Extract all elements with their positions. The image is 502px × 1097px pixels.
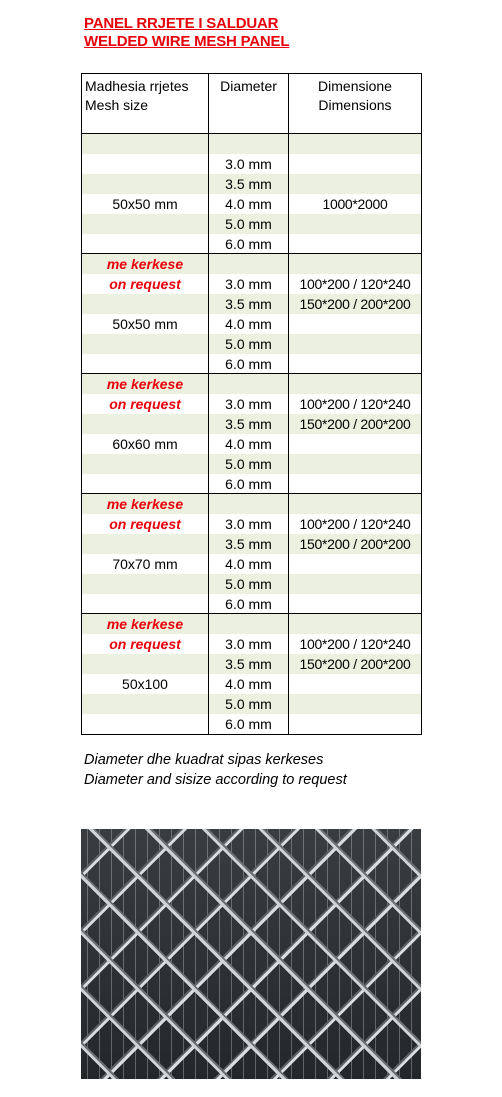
empty-cell [289,554,421,574]
request-label-albanian: me kerkese [82,254,209,274]
table-row [82,634,421,654]
table-row [82,494,421,514]
table-row [82,474,421,494]
mesh-size-cell: 60x60 mm [82,434,209,454]
empty-cell [289,454,421,474]
diameter-cell: 6.0 mm [209,594,289,614]
empty-cell [82,294,209,314]
request-label-albanian: me kerkese [82,494,209,514]
diameter-cell: 3.5 mm [209,534,289,554]
diameter-cell: 3.5 mm [209,174,289,194]
table-row [82,354,421,374]
table-row [82,434,421,454]
request-label-albanian: me kerkese [82,374,209,394]
empty-cell [289,474,421,494]
empty-cell [82,474,209,494]
request-label-english: on request [82,514,209,534]
dimensions-cell: 100*200 / 120*240 [299,636,411,652]
table-row [82,154,421,174]
mesh-spec-table [81,73,422,735]
empty-cell [82,714,209,734]
table-row [82,614,421,634]
page-title-english: WELDED WIRE MESH PANEL [84,33,290,50]
diameter-cell: 6.0 mm [209,354,289,374]
table-row [82,394,421,414]
table-row [82,294,421,314]
note-albanian: Diameter dhe kuadrat sipas kerkeses [84,752,324,768]
table-body [82,134,421,734]
empty-cell [289,434,421,454]
table-row [82,594,421,614]
empty-cell [209,494,289,514]
request-label-albanian: me kerkese [82,614,209,634]
table-row [82,674,421,694]
empty-cell [289,714,421,734]
diameter-cell: 6.0 mm [209,234,289,254]
table-row [82,314,421,334]
table-row [82,234,421,254]
table-header [82,74,421,134]
mesh-size-cell: 70x70 mm [82,554,209,574]
diameter-cell: 4.0 mm [209,434,289,454]
diameter-cell: 4.0 mm [209,314,289,334]
empty-cell [289,234,421,254]
diameter-cell: 3.0 mm [209,274,289,294]
dimensions-cell: 150*200 / 200*200 [299,656,411,672]
header-mesh-size-english: Mesh size [85,97,149,113]
mesh-group [82,494,421,614]
diameter-cell: 6.0 mm [209,714,289,734]
diameter-cell: 3.0 mm [209,154,289,174]
dimensions-cell: 100*200 / 120*240 [299,396,411,412]
mesh-size-cell: 50x100 [82,674,209,694]
table-row [82,414,421,434]
mesh-group [82,254,421,374]
header-dimensions-english: Dimensions [318,97,392,113]
header-dimensions [289,74,421,133]
empty-cell [289,174,421,194]
header-dimensions-albanian: Dimensione [318,78,392,94]
empty-cell [82,574,209,594]
diameter-cell: 3.5 mm [209,294,289,314]
table-row [82,554,421,574]
empty-cell [289,674,421,694]
header-diameter [209,74,289,133]
empty-cell [82,174,209,194]
empty-cell [209,134,289,154]
diameter-cell: 3.0 mm [209,394,289,414]
empty-cell [289,614,421,634]
table-row [82,534,421,554]
dimensions-cell: 150*200 / 200*200 [299,296,411,312]
header-diameter-label: Diameter [220,78,277,94]
diameter-cell: 5.0 mm [209,574,289,594]
empty-cell [82,454,209,474]
empty-cell [209,614,289,634]
dimensions-cell: 1000*2000 [322,196,388,212]
diameter-cell: 5.0 mm [209,214,289,234]
diameter-cell: 4.0 mm [209,674,289,694]
empty-cell [289,494,421,514]
header-mesh-size-albanian: Madhesia rrjetes [85,78,189,94]
header-mesh-size [82,74,209,133]
diameter-cell: 3.5 mm [209,654,289,674]
mesh-size-cell: 50x50 mm [82,194,209,214]
empty-cell [82,234,209,254]
table-row [82,654,421,674]
table-row [82,694,421,714]
table-row [82,714,421,734]
empty-cell [289,374,421,394]
note-english: Diameter and sisize according to request [84,772,347,788]
table-row [82,194,421,214]
request-label-english: on request [82,274,209,294]
diameter-cell: 3.5 mm [209,414,289,434]
diameter-cell: 3.0 mm [209,634,289,654]
dimensions-cell: 150*200 / 200*200 [299,416,411,432]
empty-cell [289,254,421,274]
empty-cell [289,354,421,374]
diameter-cell: 3.0 mm [209,514,289,534]
empty-cell [289,214,421,234]
table-row [82,174,421,194]
mesh-group [82,374,421,494]
empty-cell [289,594,421,614]
table-row [82,134,421,154]
table-row [82,514,421,534]
page-title-albanian: PANEL RRJETE I SALDUAR [84,15,279,32]
table-row [82,454,421,474]
table-row [82,374,421,394]
empty-cell [82,694,209,714]
diameter-cell: 6.0 mm [209,474,289,494]
table-row [82,334,421,354]
table-row [82,254,421,274]
mesh-group [82,614,421,734]
empty-cell [82,414,209,434]
empty-cell [82,134,209,154]
diameter-cell: 5.0 mm [209,334,289,354]
empty-cell [82,534,209,554]
table-row [82,574,421,594]
diameter-cell: 4.0 mm [209,554,289,574]
empty-cell [82,154,209,174]
welded-wire-mesh-photo [81,829,421,1079]
diameter-cell: 5.0 mm [209,694,289,714]
empty-cell [82,654,209,674]
empty-cell [289,154,421,174]
table-row [82,214,421,234]
empty-cell [82,334,209,354]
dimensions-cell: 150*200 / 200*200 [299,536,411,552]
empty-cell [289,134,421,154]
request-label-english: on request [82,394,209,414]
dimensions-cell: 100*200 / 120*240 [299,516,411,532]
empty-cell [82,354,209,374]
empty-cell [289,694,421,714]
request-label-english: on request [82,634,209,654]
mesh-size-cell: 50x50 mm [82,314,209,334]
empty-cell [209,254,289,274]
dimensions-cell: 100*200 / 120*240 [299,276,411,292]
mesh-group [82,134,421,254]
diameter-cell: 4.0 mm [209,194,289,214]
empty-cell [82,214,209,234]
table-row [82,274,421,294]
empty-cell [289,574,421,594]
empty-cell [289,334,421,354]
empty-cell [209,374,289,394]
empty-cell [82,594,209,614]
empty-cell [289,314,421,334]
diameter-cell: 5.0 mm [209,454,289,474]
